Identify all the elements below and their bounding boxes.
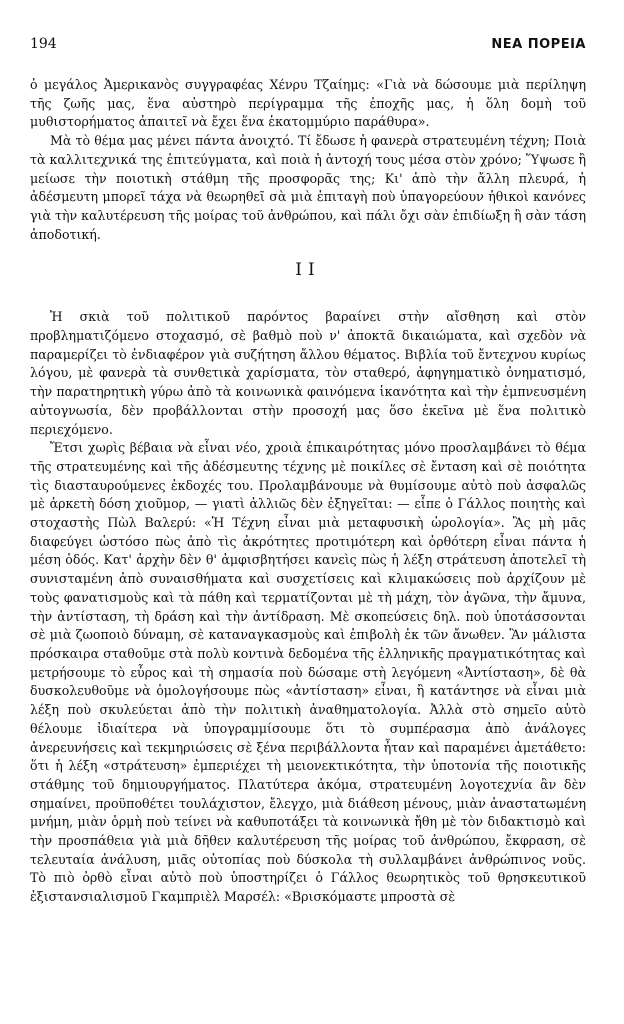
page-number: 194 <box>30 36 57 52</box>
running-head <box>30 36 586 58</box>
book-page <box>30 36 586 907</box>
paragraph: Ἡ σκιὰ τοῦ πολιτικοῦ παρόντος βαραίνει στὴν αἴσθηση καὶ στὸν προβληματιζόμενο στοχασμό, σὲ βαθμὸ ποὺ ν' ἀποκτᾶ δικαιώματα, καὶ σχεδὸν νὰ παραμερίζει τὸ ἐνδιαφέρον γιὰ συζήτηση ἄλλου θέματος. Βιβλία τοῦ ἔντεχνου κυρίως λόγου, μὲ φανερὰ τὰ συνθετικὰ χαρίσματα, τὸν σταθερό, ἀφηγηματικὸ ὀνηματισμό, τὴν παρατηρητικὴ γύρω ἀπὸ τὰ κοινωνικὰ φαινόμενα ἱκανότητα καὶ τὴν ἐμπνευσμένη αὐτογνωσία, δὲν προβάλλονται στὴν προσοχή μας ὅσο ἐκεῖνα μὲ ἕνα πολιτικὸ περιεχόμενο. <box>30 309 586 437</box>
section-heading: II <box>295 260 321 281</box>
paragraph: ὁ μεγάλος Ἀμερικανὸς συγγραφέας Χένρυ Τζαίημς: «Γιὰ νὰ δώσουμε μιὰ περίληψη τῆς ζωῆς μας, ἕνα αὐστηρὸ περίγραμμα τῆς ἐποχῆς μας, ἡ ὅλη δομὴ τοῦ μυθιστορήματος ἀπαιτεῖ νὰ ἔχει ἕνα ἑκατομμύριο παράθυρα». <box>30 77 586 130</box>
paragraph: Ἔτσι χωρὶς βέβαια νὰ εἶναι νέο, χροιὰ ἐπικαιρότητας μόνο προσλαμβάνει τὸ θέμα τῆς στρατευμένης καὶ τῆς ἀδέσμευτης τέχνης μὲ ποικίλες σὲ ἔνταση καὶ σὲ ποιότητα τὶς διασταυρούμενες ἐκδοχές του. Προλαμβάνουμε νὰ θυμίσουμε αὐτὸ ποὺ ἀσφαλῶς μὲ ἀρκετὴ δόση χιοῦμορ, — γιατὶ ἀλλιῶς δὲν ἐξηγεῖται: — εἶπε ὁ Γάλλος ποιητὴς καὶ στοχαστὴς Πὼλ Βαλερύ: «Ἡ Τέχνη εἶναι μιὰ μεταφυσικὴ ὡρολογία». Ἂς μὴ μᾶς διαφεύγει ὡστόσο πὼς ἀπὸ τὶς ἀκρότητες προτιμότερη καὶ ὀρθότερη εἶναι πάντα ἡ μέση ὁδός. Κατ' ἀρχὴν δὲν θ' ἀμφισβητήσει κανεὶς πὼς ἡ λέξη στράτευση ἀποτελεῖ τὴ συνισταμένη ἀπὸ συναισθήματα καὶ συσχετίσεις καὶ κλιμακώσεις ποὺ ἀρχίζουν μὲ τοὺς φανατισμοὺς καὶ τὰ πάθη καὶ τερματίζονται μὲ τὴ μάχη, τὸν ἀγῶνα, τὴν ἄμυνα, τὴν ἀντίσταση, τὴ δράση καὶ τὴν ἀντίδραση. Μὲ σκοπεύσεις δηλ. ποὺ ὑποτάσσονται σὲ μιὰ ζωοποιὸ δύναμη, σὲ καταναγκασμοὺς καὶ ἐπιβολὴ ἐκ τῶν ἄνωθεν. Ἂν μάλιστα πρόσκαιρα σταθοῦμε στὰ πολὺ κοντινὰ δεδομένα τῆς ἑλληνικῆς πραγματικότητας καὶ μετρήσουμε τὸ εὖρος καὶ τὴ σημασία ποὺ δώσαμε στὴ λεγόμενη «Ἀντίσταση», δὲ θὰ δυσκολευθοῦμε νὰ ὁμολογήσουμε πὼς «ἀντίσταση» εἶναι, ἢ κατάντησε νὰ εἶναι μιὰ λέξη ποὺ σκυλεύεται ἀπὸ τὴν πολιτικὴ ἀναθηματολογία. Ἀλλὰ στὸ σημεῖο αὐτὸ θέλουμε ἰδιαίτερα νὰ ὑπογραμμίσουμε ὅτι τὸ συμπέρασμα ἀπὸ ἀνάλογες ἀνερευνήσεις καὶ τεκμηριώσεις σὲ ξένα περιβάλλοντα ἦταν καὶ παραμένει ἀμετάθετο: ὅτι ἡ λέξη «στράτευση» ἐμπεριέχει τὴ μειονεκτικότητα, τὴν ὑποτονία τῆς ποιοτικῆς στάθμης τοῦ δημιουργήματος. Πλατύτερα ἀκόμα, στρατευμένη λογοτεχνία ἂν δὲν σημαίνει, προϋποθέτει τουλάχιστον, ἔλεγχο, μιὰ διάθεση μένους, μιὰν ἀναστατωμένη μνήμη, μιὰν ὁρμὴ ποὺ τείνει νὰ καθυποτάξει τὰ κοινωνικὰ ἤθη μὲ τὸν διδακτισμὸ καὶ τὴν προσπάθεια γιὰ μιὰ δῆθεν καλυτέρευση τῆς μοίρας τοῦ ἀνθρώπου, ἔκφραση, σὲ τελευταία ἀνάλυση, μιᾶς οὐτοπίας ποὺ δύσκολα τὴ συλλαμβάνει ἀνθρώπινος νοῦς. Τὸ πιὸ ὀρθὸ εἶναι αὐτὸ ποὺ ὑποστηρίζει ὁ Γάλλος θεωρητικὸς τοῦ θρησκευτικοῦ ἐξιστανσιαλισμοῦ Γκαμπριὲλ Μαρσέλ: «Βρισκόμαστε μπροστὰ σὲ <box>30 440 586 905</box>
body-text <box>30 76 586 907</box>
journal-title: ΝΕΑ ΠΟΡΕΙΑ <box>491 37 586 52</box>
paragraph: Μὰ τὸ θέμα μας μένει πάντα ἀνοιχτό. Τί ἔδωσε ἡ φανερὰ στρατευμένη τέχνη; Ποιὰ τὰ καλλιτεχνικά της ἐπιτεύγματα, καὶ ποιὰ ἡ ἀντοχή τους μέσα στὸν χρόνο; Ὕψωσε ἢ μείωσε τὴν ποιοτικὴ στάθμη τῆς προσφορᾶς της; Κι' ἀπὸ τὴν ἄλλη πλευρά, ἡ ἀδέσμευτη μπορεῖ τάχα νὰ θεωρηθεῖ σὰ μιὰ ἐπιταγὴ ποὺ ὑπαγορεύουν ἠθικοὶ κανόνες γιὰ τὴν καλυτέρευση τῆς μοίρας τοῦ ἀνθρώπου, καὶ πάλι ὄχι σὰν ἐπιδίωξη ἢ σὰν τάση ἀποδοτική. <box>30 133 586 242</box>
